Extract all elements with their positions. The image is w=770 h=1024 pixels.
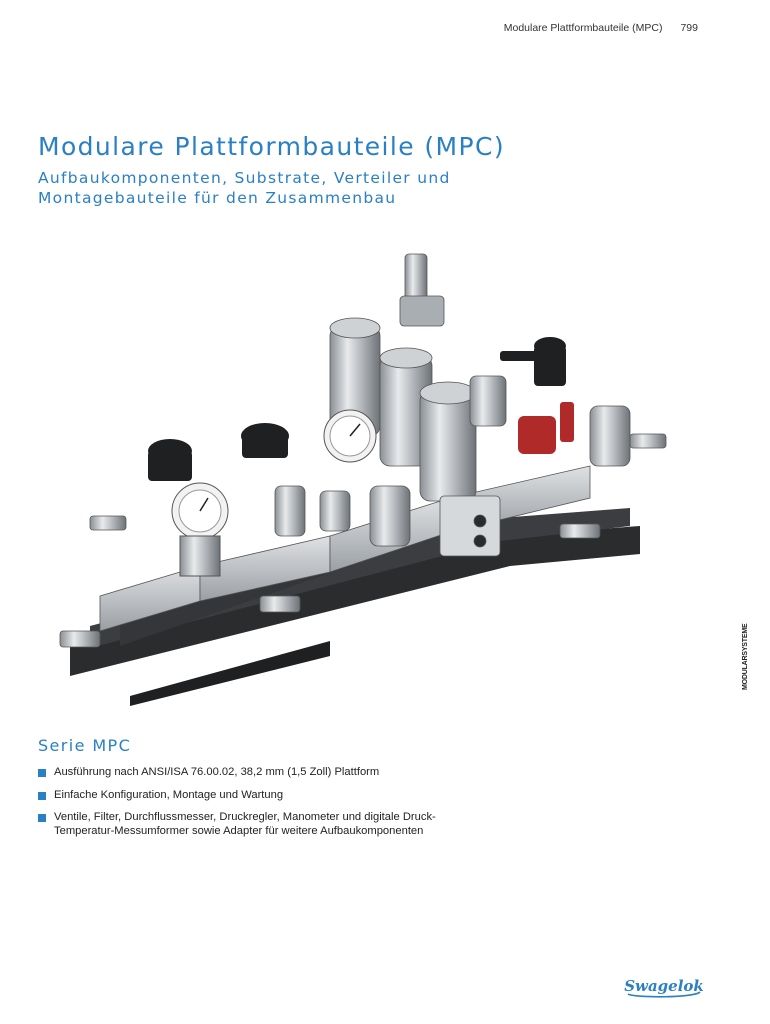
vertical-valve [400,254,444,326]
regulator-cylinders [330,318,476,501]
section-title: Serie MPC [38,736,132,755]
page-number: 799 [680,22,698,34]
feature-item [38,789,438,803]
page-title: Modulare Plattformbauteile (MPC) [38,132,505,161]
svg-text:Swagelok: Swagelok [624,977,704,995]
feature-item [38,811,438,838]
feature-text: Einfache Konfiguration, Montage und Wartung [54,788,284,801]
feature-list [38,766,438,847]
red-accents [518,402,574,454]
swagelok-logo [624,974,704,1002]
side-section-label: MODULARSYSTEME [742,623,749,690]
square-bullet-icon [38,792,46,800]
feature-text: Ausführung nach ANSI/ISA 76.00.02, 38,2 mm (1,5 Zoll) Plattform [54,766,380,778]
feature-item [38,766,438,780]
page-subtitle: Aufbaukomponenten, Substrate, Verteiler und Montagebauteile für den Zusammenbau [38,169,451,207]
square-bullet-icon [38,769,46,777]
product-photo [30,236,670,706]
running-title: Modulare Plattformbauteile (MPC) [503,22,663,34]
feature-text: Ventile, Filter, Durchflussmesser, Druckregler, Manometer und digitale Druck-Temperatur-Messumformer sowie Adapter für weitere Aufbaukomponenten [54,811,436,837]
square-bullet-icon [38,814,46,822]
running-header [504,22,698,34]
